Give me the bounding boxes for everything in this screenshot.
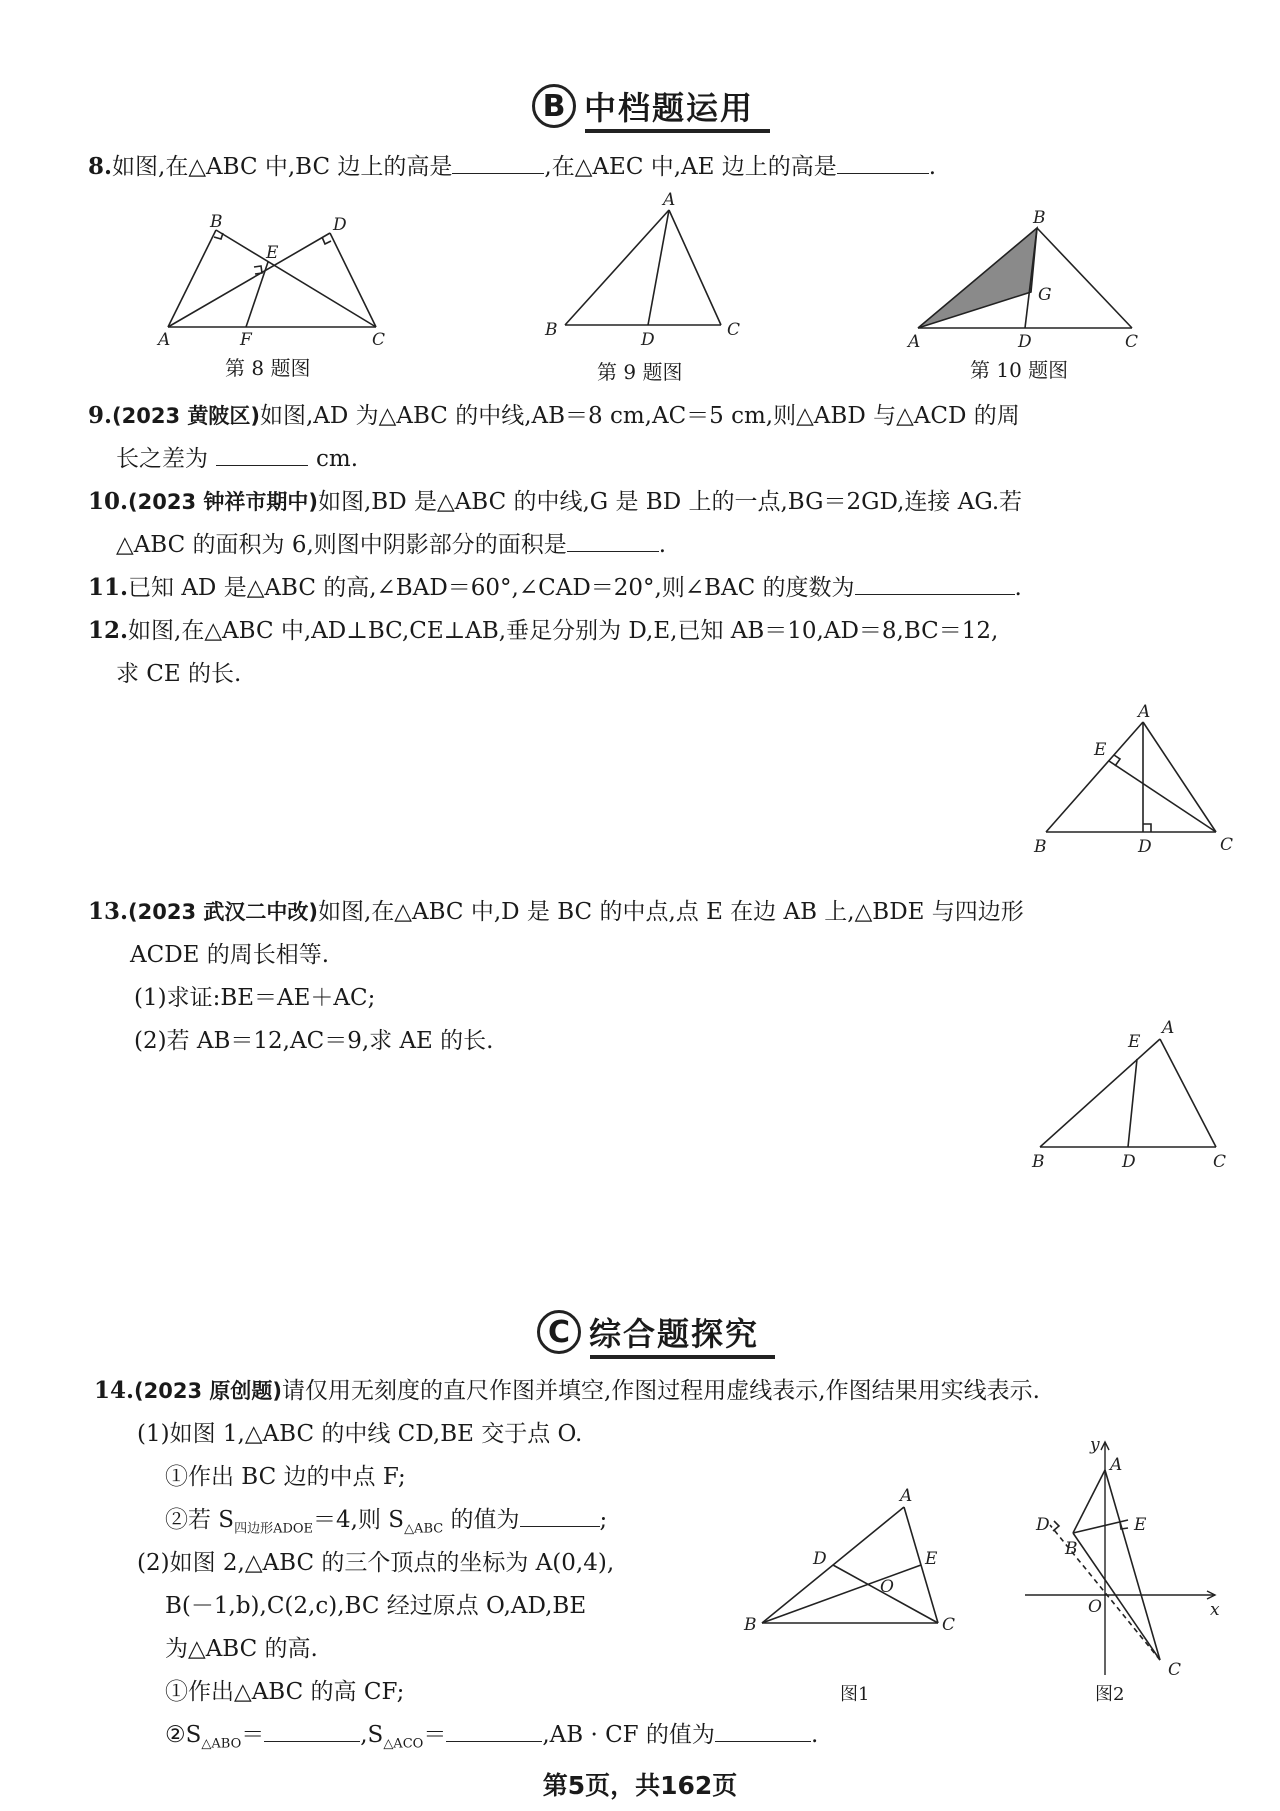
question-12 [88,611,998,651]
fig12-label-b: B [1034,837,1047,857]
answer-blank[interactable] [855,570,1015,595]
question-text: 如图,在△ABC 中,AD⊥BC,CE⊥AB,垂足分别为 D,E,已知 AB＝10,AD＝8,BC＝12, [128,618,999,644]
figure-14-2-caption: 图2 [1095,1684,1125,1705]
question-text: ＝ [423,1722,447,1748]
fig14b-label-b: B [1065,1539,1078,1559]
figure-14-2 [1010,1430,1240,1690]
fig14a-label-b: B [744,1615,757,1635]
answer-blank[interactable] [837,149,929,174]
question-text: ②S [165,1722,202,1748]
question-text: 如图,BD 是△ABC 的中线,G 是 BD 上的一点,BG＝2GD,连接 AG.若 [317,489,1023,515]
question-text: . [1014,575,1022,601]
question-text: 如图,在△ABC 中,BC 边上的高是 [112,154,453,180]
question-text: ＝4,则 S [313,1507,405,1533]
question-14 [94,1371,1040,1411]
question-text: ,AB · CF 的值为 [542,1722,715,1748]
figure-14-1-caption: 图1 [840,1684,870,1705]
fig14b-label-e: E [1134,1515,1147,1535]
section-b-header [532,83,754,129]
fig14b-label-o: O [1088,1597,1102,1617]
question-10 [88,482,1022,522]
question-14-part1: (1)如图 1,△ABC 的中线 CD,BE 交于点 O. [137,1421,583,1447]
question-text: 如图,在△ABC 中,D 是 BC 的中点,点 E 在边 AB 上,△BDE 与四边形 [317,899,1024,925]
fig14a-label-c: C [942,1615,956,1635]
subscript: △ABC [404,1521,444,1537]
question-text: ,在△AEC 中,AE 边上的高是 [544,154,837,180]
fig12-label-c: C [1220,835,1234,855]
answer-blank[interactable] [520,1502,600,1527]
answer-blank[interactable] [264,1717,360,1742]
question-14-part2-line2: B(－1,b),C(2,c),BC 经过原点 O,AD,BE [165,1593,587,1619]
subscript: 四边形ADOE [234,1521,314,1537]
question-text: . [928,154,937,180]
fig10-label-g: G [1038,285,1052,305]
fig13-label-e: E [1128,1032,1141,1052]
fig9-label-c: C [727,320,741,340]
fig8-label-e: E [266,243,279,263]
section-b-underline [585,129,770,133]
question-text: △ABC 的面积为 6,则图中阴影部分的面积是 [116,532,567,558]
fig14a-label-a: A [900,1486,913,1506]
question-11 [88,568,1022,608]
figure-9-caption: 第 9 题图 [597,360,683,384]
question-number: 12. [88,617,129,644]
figure-10-caption: 第 10 题图 [970,358,1069,382]
question-13-part1: (1)求证:BE＝AE＋AC; [134,985,376,1011]
question-text: ; [599,1507,608,1533]
question-text: . [658,532,667,558]
section-c-underline [590,1355,775,1359]
question-text: 已知 AD 是△ABC 的高,∠BAD＝60°,∠CAD＝20°,则∠BAC 的度数为 [128,575,855,601]
question-14-part2-line3: 为△ABC 的高. [165,1636,318,1662]
answer-blank[interactable] [452,149,544,174]
answer-blank[interactable] [715,1717,811,1742]
question-14-part2a: ①作出△ABC 的高 CF; [165,1679,405,1705]
question-source: (2023 原创题) [134,1379,282,1403]
fig10-label-a: A [908,332,921,352]
question-13-line2: ACDE 的周长相等. [130,942,330,968]
figure-8 [150,210,400,350]
answer-blank[interactable] [567,527,659,552]
question-number: 11. [88,574,129,601]
fig14b-label-d: D [1036,1515,1050,1535]
fig14a-label-e: E [925,1549,938,1569]
question-14-part1a: ①作出 BC 边的中点 F; [165,1464,406,1490]
page-footer: 第5页，共162页 [542,1771,738,1800]
section-c-title: 综合题探究 [589,1315,760,1353]
question-text: ,S [360,1722,384,1748]
fig9-label-b: B [545,320,558,340]
figure-14-1 [740,1480,970,1650]
fig12-label-d: D [1138,837,1152,857]
question-13 [88,892,1024,932]
fig10-label-d: D [1018,332,1032,352]
question-source: (2023 黄陂区) [112,404,260,428]
subscript: △ABO [201,1736,242,1752]
fig14b-label-y: y [1090,1435,1100,1455]
question-9-line2 [116,439,358,479]
question-text: ②若 S [165,1507,235,1533]
fig8-label-b: B [210,212,223,232]
question-number: 9. [88,402,113,429]
fig10-label-b: B [1033,208,1046,228]
question-source: (2023 武汉二中改) [128,900,318,924]
section-b-title: 中档题运用 [584,89,755,127]
fig9-label-a: A [663,190,676,210]
fig9-label-d: D [641,330,655,350]
fig13-label-c: C [1213,1152,1227,1172]
fig13-label-a: A [1162,1018,1175,1038]
question-13-part2: (2)若 AB＝12,AC＝9,求 AE 的长. [134,1028,494,1054]
section-c-badge: C [537,1310,581,1354]
figure-13 [1020,1015,1240,1175]
fig13-label-b: B [1032,1152,1045,1172]
fig14b-label-x: x [1210,1600,1220,1620]
figure-10 [900,205,1160,355]
question-14-part2-line1: (2)如图 2,△ABC 的三个顶点的坐标为 A(0,4), [137,1550,615,1576]
question-number: 13. [88,898,129,925]
question-text: 请仅用无刻度的直尺作图并填空,作图过程用虚线表示,作图结果用实线表示. [281,1378,1040,1404]
question-text: ＝ [241,1722,265,1748]
question-text: 长之差为 [116,446,208,472]
fig14b-label-c: C [1168,1660,1182,1680]
section-c-header [537,1309,759,1355]
question-14-part2b [165,1715,818,1765]
fig14b-label-a: A [1110,1455,1123,1475]
figure-9 [535,190,755,350]
fig8-label-a: A [158,330,171,350]
subscript: △ACO [383,1736,424,1752]
question-text: 的值为 [443,1507,520,1533]
section-b-badge: B [532,84,576,128]
question-12-line2: 求 CE 的长. [116,661,242,687]
fig14a-label-d: D [813,1549,827,1569]
fig12-label-a: A [1138,702,1151,722]
fig8-label-c: C [372,330,386,350]
question-number: 10. [88,488,129,515]
figure-12 [1020,700,1240,860]
question-text: . [810,1722,819,1748]
answer-blank[interactable] [446,1717,542,1742]
question-text: cm. [316,446,359,472]
question-number: 8. [88,153,113,180]
question-10-line2 [116,525,666,565]
question-9 [88,396,1020,436]
question-number: 14. [94,1377,135,1404]
fig8-label-f: F [240,330,252,350]
question-text: 如图,AD 为△ABC 的中线,AB＝8 cm,AC＝5 cm,则△ABD 与△ACD 的周 [259,403,1020,429]
answer-blank[interactable] [216,441,308,466]
fig8-label-d: D [333,215,347,235]
question-source: (2023 钟祥市期中) [128,490,318,514]
fig13-label-d: D [1122,1152,1136,1172]
question-8 [88,147,936,187]
fig14a-label-o: O [880,1577,894,1597]
fig10-label-c: C [1125,332,1139,352]
figure-8-caption: 第 8 题图 [225,356,311,380]
fig12-label-e: E [1094,740,1107,760]
